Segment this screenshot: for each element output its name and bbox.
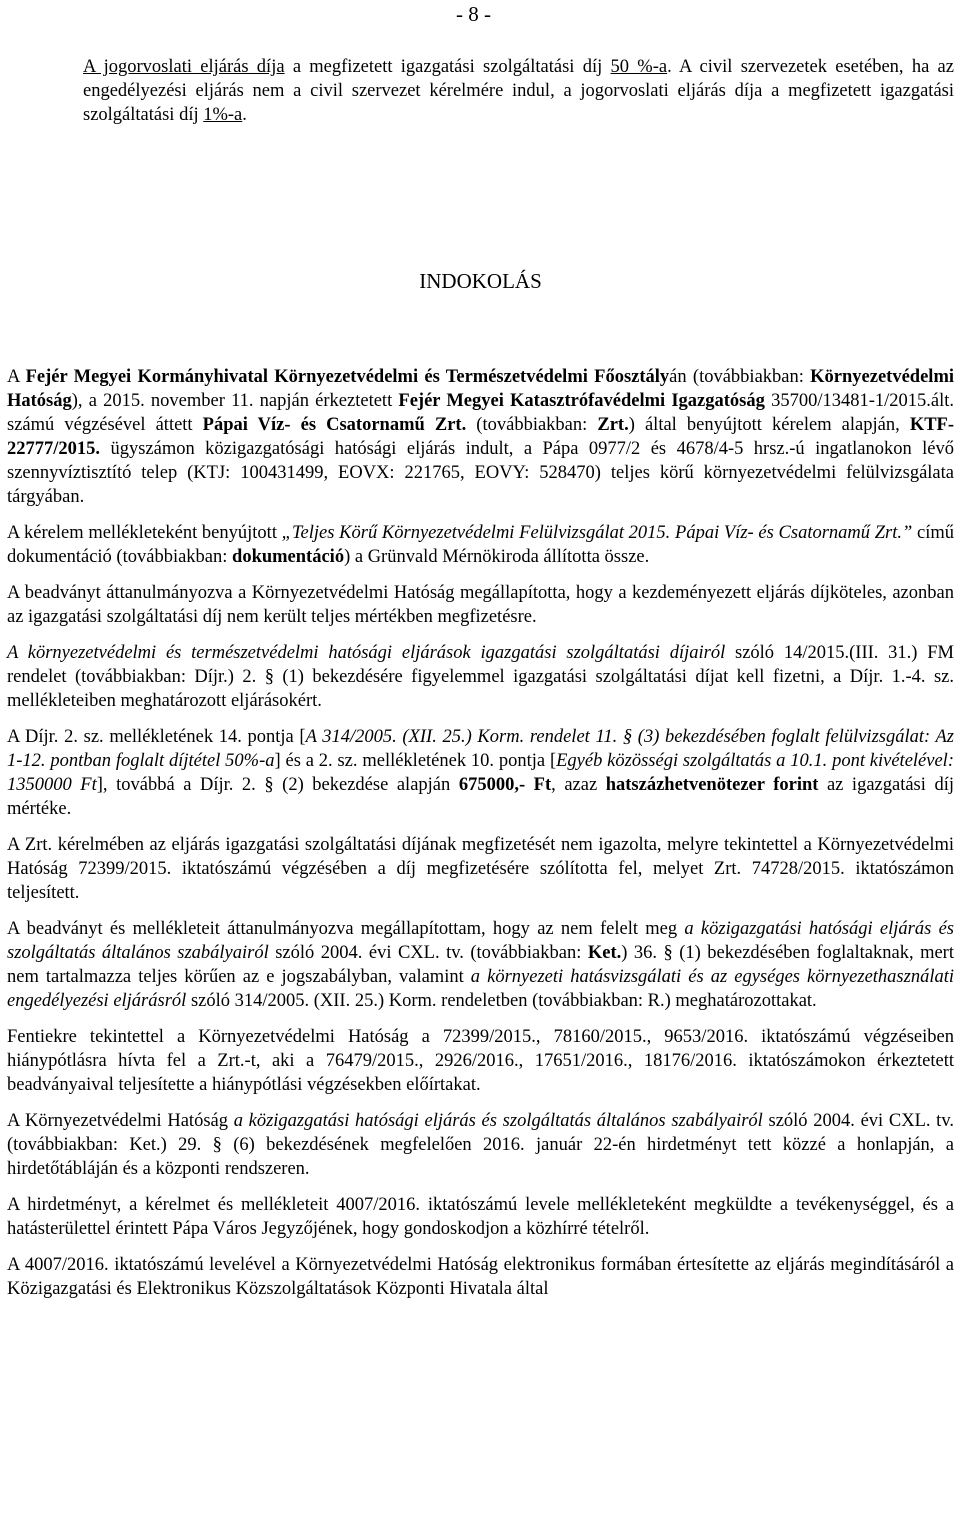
paragraph-appeal-fee [7,55,954,127]
paragraph-notification-office: A 4007/2016. iktatószámú levelével a Környezetvédelmi Hatóság elektronikus formában értesítette az eljárás megindításáról a Közigazgatási és Elektronikus Közszolgáltatások Központi Hivatala által [7,1255,954,1299]
italic-text: A 314/2005. (XII. 25.) Korm. rendelet 11. § (3) bekezdésében foglalt felülvizsgálat: Az 1-12. pontban foglalt díjtétel 50%-a [7,727,954,771]
bold-text: Zrt. [597,415,629,435]
underlined-text: A jogorvoslati eljárás díja [83,57,285,77]
text-run: ) a Grünvald Mérnökiroda állította össze. [344,547,650,567]
italic-text: a közigazgatási hatósági eljárás és szolgáltatás általános szabályairól [7,919,954,963]
text-run: . [242,105,247,125]
bold-text: Ket. [587,943,622,963]
bold-text: Pápai Víz- és Csatornamű Zrt. [202,415,467,435]
text-run: szóló 2004. évi CXL. tv. (továbbiakban: Ket.) 29. § (6) bekezdésének megfelelően 2016. január 22-én hirdetményt tett közzé a honlapján, a hirdetőtábláján és a központi rendszeren. [7,1111,954,1179]
underlined-text: 1%-a [203,105,243,125]
text-run: ügyszámon közigazgatósági hatósági eljárás indult, a Pápa 0977/2 és 4678/4-5 hrsz.-ú ingatlanokon lévő szennyvíztisztító telep (KTJ: 100431499, EOVX: 221765, EOVY: 528470) teljes körű környezetvédelmi felülvizsgálata tárgyában. [7,439,954,507]
text-run: ) 36. § (1) bekezdésében foglaltaknak, mert nem tartalmazza teljes körűen az e jogszabályban, valamint [7,943,954,987]
paragraph-fee-amount [7,725,954,821]
text-run: , azaz [551,775,606,795]
italic-text: Egyéb közösségi szolgáltatás a 10.1. pont kivételével: 1350000 Ft [7,751,954,795]
section-heading: INDOKOLÁS [419,269,542,293]
text-run: A kérelem mellékleteként benyújtott [7,523,282,543]
text-run: szóló 314/2005. (XII. 25.) Korm. rendeletben (továbbiakban: R.) meghatározottakat. [186,991,817,1011]
text-run: án (továbbiakban: [669,367,811,387]
text-run: ) által benyújtott kérelem alapján, [628,415,910,435]
text-run: szóló 2004. évi CXL. tv. (továbbiakban: [268,943,588,963]
document-body [7,55,954,1301]
paragraph-documentation [7,521,954,569]
page-number: - 8 - [456,2,491,26]
bold-text: hatszázhetvenötezer forint [605,775,819,795]
paragraph-remedy: Fentiekre tekintettel a Környezetvédelmi Hatóság a 72399/2015., 78160/2015., 9653/2016. iktatószámú végzéseiben hiánypótlásra hívta fel a Zrt.-t, aki a 76479/2015., 2926/2016., 17651/2016., 18176/2016. iktatószámokon érkeztetett beadványaival teljesítette a hiánypótlási végzésekben előírtakat. [7,1027,954,1095]
paragraph-deficiency [7,917,954,1013]
italic-text: a környezeti hatásvizsgálati és az egységes környezethasználati engedélyezési eljárásról [7,967,954,1011]
paragraph-notification-clerk: A hirdetményt, a kérelmet és mellékleteit 4007/2016. iktatószámú levele mellékleteként megküldte a tevékenységgel, és a hatásterülettel érintett Pápa Város Jegyzőjének, hogy gondoskodjon a közhírré tételről. [7,1195,954,1239]
bold-text: dokumentáció [232,547,345,567]
bold-text: Fejér Megyei Katasztrófavédelmi Igazgatóság [398,391,765,411]
text-run: szóló 14/2015.(III. 31.) FM rendelet (továbbiakban: Díjr.) 2. § (1) bekezdésére figyelemmel igazgatási szolgáltatási díjat kell fizetni, a Díjr. 1.-4. sz. mellékleteiben meghatározott eljárásokért. [7,643,954,711]
bold-text: 675000,- Ft [458,775,552,795]
text-run: az igazgatási díj mértéke. [7,775,954,819]
text-run: a megfizetett igazgatási szolgáltatási díj [284,57,611,77]
underlined-text: 50 %-a [610,57,668,77]
paragraph-fee-payment: A Zrt. kérelmében az eljárás igazgatási szolgáltatási díjának megfizetését nem igazolta, melyre tekintettel a Környezetvédelmi Hatóság 72399/2015. iktatószámú végzésében a díj megfizetésére szólította fel, melyet Zrt. 74728/2015. iktatószámon teljesített. [7,835,954,903]
paragraph-fee-regulation [7,641,954,713]
text-run: A Környezetvédelmi Hatóság [7,1111,234,1131]
paragraph-procedure-start [7,365,954,509]
italic-text: a közigazgatási hatósági eljárás és szolgáltatás általános szabályairól [233,1111,763,1131]
text-run: A [7,367,26,387]
italic-text: „Teljes Körű Környezetvédelmi Felülvizsgálat 2015. Pápai Víz- és Csatornamű Zrt.” [281,523,913,543]
text-run: A beadványt és mellékleteit áttanulmányozva megállapítottam, hogy az nem felelt meg [7,919,685,939]
text-run: (továbbiakban: [466,415,598,435]
italic-text: A környezetvédelmi és természetvédelmi hatósági eljárások igazgatási szolgáltatási díjairól [7,643,726,663]
text-run: ] és a 2. sz. mellékletének 10. pontja [ [274,751,557,771]
bold-text: Környezetvédelmi Hatóság [7,367,954,411]
text-run: ], továbbá a Díjr. 2. § (2) bekezdése alapján [96,775,459,795]
text-run: . A civil szervezetek esetében, ha az engedélyezési eljárás nem a civil szervezet kérelmére indul, a jogorvoslati eljárás díja a megfizetett igazgatási szolgáltatási díj [83,57,954,125]
text-run: ), a 2015. november 11. napján érkeztetett [71,391,399,411]
paragraph-fee-finding: A beadványt áttanulmányozva a Környezetvédelmi Hatóság megállapította, hogy a kezdeményezett eljárás díjköteles, azonban az igazgatási szolgáltatási díj nem került teljes mértékben megfizetésre. [7,583,954,627]
bold-text: Fejér Megyei Kormányhivatal Környezetvédelmi és Természetvédelmi Főosztály [25,367,670,387]
bold-text: KTF-22777/2015. [7,415,955,459]
text-run: című dokumentáció (továbbiakban: [7,523,954,567]
text-run: A Díjr. 2. sz. mellékletének 14. pontja [ [7,727,306,747]
text-run: 35700/13481-1/2015.ált. számú végzésével áttett [7,391,955,435]
paragraph-notice [7,1109,954,1181]
